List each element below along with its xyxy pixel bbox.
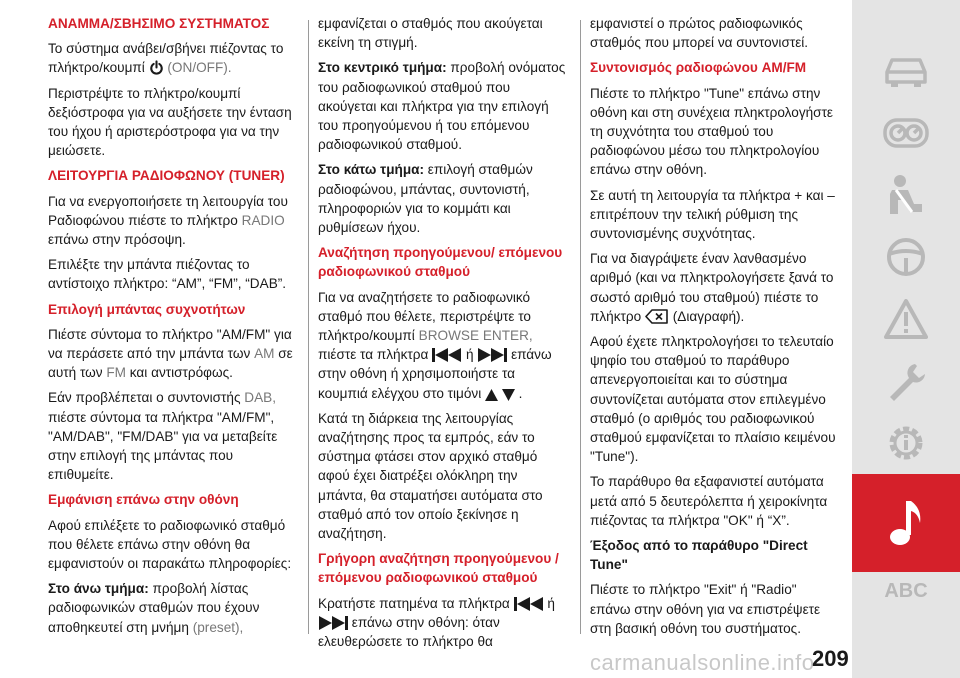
chapter-sidebar bbox=[852, 0, 960, 678]
heading-fast-seek: Γρήγορη αναζήτηση προηγούμενου /επόμενου ραδιοφωνικού σταθμού bbox=[318, 551, 559, 586]
para-fast-seek: Κρατήστε πατημένα τα πλήκτρα ή επάνω στην οθόνη: όταν ελευθερώσετε το πλήκτρο θα bbox=[318, 595, 555, 650]
para-exit: Πιέστε το πλήκτρο "Exit" ή "Radio" επάνω στην οθόνη για να επιστρέψετε στη βασική οθόνη του συστήματος. bbox=[590, 582, 821, 636]
column-divider bbox=[580, 20, 581, 634]
para-upper-section: Στο άνω τμήμα: προβολή λίστας ραδιοφωνικών σταθμών που έχουν αποθηκευτεί στη μνήμη (preset), bbox=[48, 581, 260, 635]
arrow-up-icon bbox=[485, 389, 498, 401]
next-track-icon bbox=[318, 616, 348, 630]
previous-track-icon bbox=[432, 348, 462, 362]
para-display-info: Αφού επιλέξετε το ραδιοφωνικό σταθμό που θέλετε επάνω στην οθόνη θα εμφανιστούν οι παρακάτω πληροφορίες: bbox=[48, 517, 292, 572]
heading-tuner: ΛΕΙΤΟΥΡΓΙΑ ΡΑΔΙΟΦΩΝΟΥ (TUNER) bbox=[48, 168, 285, 184]
heading-seek: Αναζήτηση προηγούμενου/ επόμενου ραδιοφωνικού σταθμού bbox=[318, 245, 563, 280]
para-lower-section: Στο κάτω τμήμα: επιλογή σταθμών ραδιοφώνου, μπάντας, συντονιστή, πληροφοριών για το κομμάτι και ρυθμίσεων ήχου. bbox=[318, 162, 533, 236]
seatbelt-person-icon[interactable] bbox=[852, 164, 960, 226]
index-abc-label[interactable]: ABC bbox=[884, 580, 928, 602]
para-radio-activate: Για να ενεργοποιήσετε τη λειτουργία του Ραδιοφώνου πιέστε το πλήκτρο RADIO επάνω στην πρόσοψη. bbox=[48, 193, 288, 248]
heading-display: Εμφάνιση επάνω στην οθόνη bbox=[48, 492, 239, 508]
page-number: 209 bbox=[812, 646, 849, 671]
music-note-icon[interactable] bbox=[852, 474, 960, 572]
watermark: carmanualsonline.info bbox=[590, 650, 815, 675]
column-1 bbox=[48, 14, 298, 643]
column-divider bbox=[308, 20, 309, 634]
para-seek-wrap: Κατά τη διάρκεια της λειτουργίας αναζήτησης προς τα εμπρός, εάν το σύστημα φτάσει στον αρχικό σταθμό αφού έχει διατρέξει ολόκληρη την μπάντα, θα σταματήσει αυτόματα στο σταθμό από τον οποίο ξεκίνησε η αναζήτηση. bbox=[318, 410, 543, 542]
heading-band: Επιλογή μπάντας συχνοτήτων bbox=[48, 301, 246, 317]
para-volume: Περιστρέψτε το πλήκτρο/κουμπί δεξιόστροφα για να αυξήσετε την ένταση του ήχου ή αριστερόστροφα για να την μειώσετε. bbox=[48, 85, 292, 159]
car-icon[interactable] bbox=[852, 40, 960, 102]
para-window-close: Το παράθυρο θα εξαφανιστεί αυτόματα μετά από 5 δευτερόλεπτα ή χειροκίνητα πιέζοντας τα πλήκτρα "OK" ή “X”. bbox=[590, 474, 828, 528]
warning-triangle-icon[interactable] bbox=[852, 288, 960, 350]
para-power: Το σύστημα ανάβει/σβήνει πιέζοντας το πλήκτρο/κουμπί (ON/OFF). bbox=[48, 41, 284, 76]
backspace-icon bbox=[645, 309, 669, 324]
para-auto-tune: Αφού έχετε πληκτρολογήσει το τελευταίο ψηφίο του σταθμού το παράθυρο απενεργοποιείται και το σύστημα συντονίζεται αυτόματα στον επιλεγμένο σταθμό (ο αριθμός του ραδιοφωνικού σταθμού εμφανίζεται το πλαίσιο κειμένου "Tune"). bbox=[590, 334, 836, 465]
previous-track-icon bbox=[514, 597, 544, 611]
power-icon bbox=[149, 60, 164, 75]
column-2 bbox=[318, 14, 568, 657]
heading-direct-tune: Συντονισμός ραδιοφώνου AM/FM bbox=[590, 60, 807, 76]
wrench-icon[interactable] bbox=[852, 350, 960, 412]
gear-info-icon[interactable] bbox=[852, 412, 960, 474]
gauge-icon[interactable] bbox=[852, 102, 960, 164]
para-plus-minus: Σε αυτή τη λειτουργία τα πλήκτρα + και – επιτρέπουν την τελική ρύθμιση της συντονισμένης συχνότητας. bbox=[590, 187, 835, 242]
column-3 bbox=[590, 14, 840, 644]
arrow-down-icon bbox=[502, 389, 515, 401]
para-band-select: Επιλέξτε την μπάντα πιέζοντας το αντίστοιχο πλήκτρο: “AM”, “FM”, “DAB”. bbox=[48, 257, 287, 292]
para-am-fm: Πιέστε σύντομα το πλήκτρο "AM/FM" για να περάσετε από την μπάντα των AM σε αυτή των FM και αντιστρόφως. bbox=[48, 326, 293, 381]
para-seek: Για να αναζητήσετε το ραδιοφωνικό σταθμό που θέλετε, περιστρέψτε το πλήκτρο/κουμπί BROWSE ENTER, πιέστε τα πλήκτρα ή επάνω στην οθόνη ή χρησιμοποιήστε τα κουμπιά ελέγχου στο τιμόνι . bbox=[318, 289, 552, 401]
para-delete: Για να διαγράψετε έναν λανθασμένο αριθμό (και να πληκτρολογήσετε ξανά το σωστό αριθμό του σταθμού) πιέστε το πλήκτρο (Διαγραφή). bbox=[590, 251, 834, 324]
para-tune-button: Πιέστε το πλήκτρο "Tune" επάνω στην οθόνη και στη συνέχεια πληκτρολογήστε τη συχνότητα του σταθμού του ραδιοφώνου μέσω του πληκτρολογίου επάνω στην οθόνη. bbox=[590, 85, 833, 178]
para-center-section: Στο κεντρικό τμήμα: προβολή ονόματος του ραδιοφωνικού σταθμού που ακούγεται και πλήκτρα για την επιλογή του προηγούμενου ή του επόμενου ραδιοφωνικού σταθμού. bbox=[318, 60, 566, 153]
steering-wheel-icon[interactable] bbox=[852, 226, 960, 288]
next-track-icon bbox=[477, 348, 507, 362]
para-current-station: εμφανίζεται ο σταθμός που ακούγεται εκείνη τη στιγμή. bbox=[318, 16, 543, 51]
heading-exit: Έξοδος από το παράθυρο "Direct Tune" bbox=[590, 538, 808, 573]
para-dab: Εάν προβλέπεται ο συντονιστής DAB, πιέστε σύντομα τα πλήκτρα "AM/FM", "AM/DAB", "FM/DAB" για να μεταβείτε στην επιλογή της μπάντας που επιθυμείτε. bbox=[48, 390, 278, 483]
heading-power: ΑΝΑΜΜΑ/ΣΒΗΣΙΜΟ ΣΥΣΤΗΜΑΤΟΣ bbox=[48, 16, 270, 31]
para-first-station: εμφανιστεί ο πρώτος ραδιοφωνικός σταθμός που μπορεί να συντονιστεί. bbox=[590, 16, 809, 51]
